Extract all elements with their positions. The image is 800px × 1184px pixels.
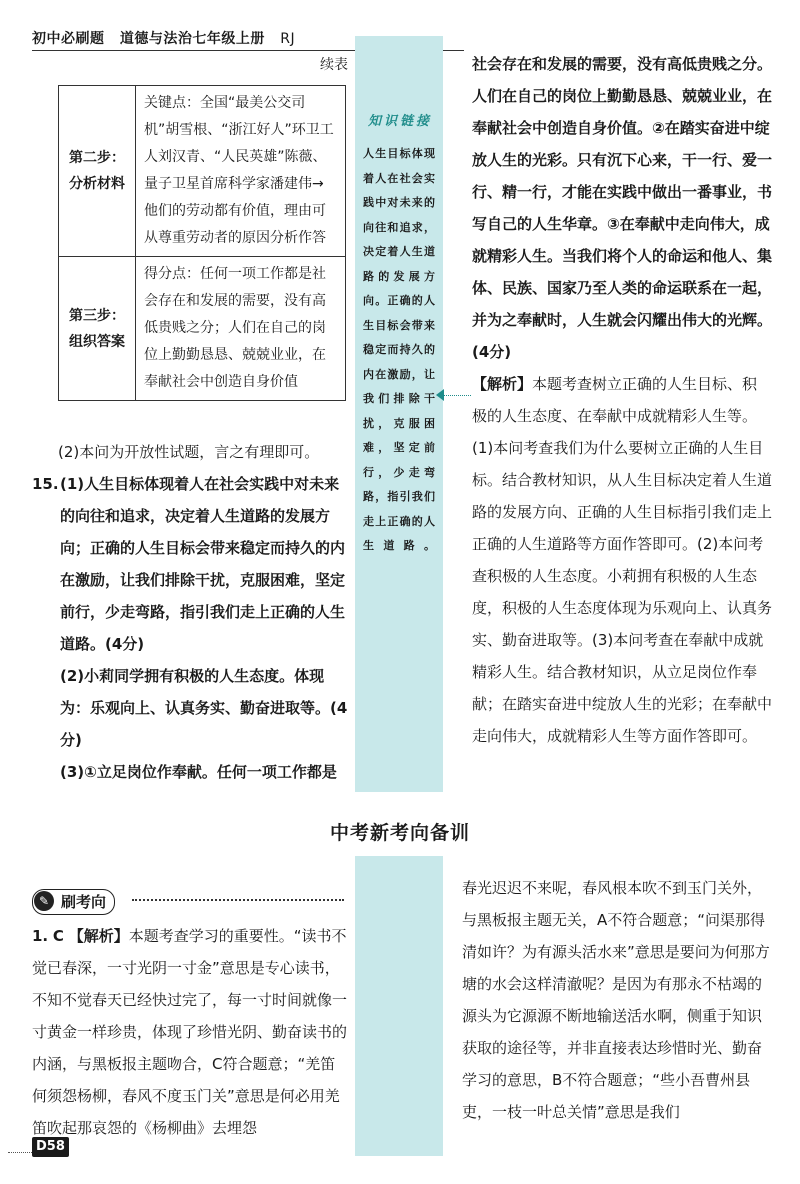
step-content: 关键点：全国“最美公交司机”胡雪根、“浙江好人”环卫工人刘汉青、“人民英雄”陈薇、量子卫星首席科学家潘建伟→他们的劳动都有价值，理由可从尊重劳动者的原因分析作答 — [136, 86, 346, 257]
dotted-divider — [132, 899, 344, 901]
brush-icon: ✎ — [34, 891, 54, 911]
answer-choice: C — [52, 927, 64, 945]
link-arrow-icon — [436, 389, 444, 401]
q15-answer-continued: 社会存在和发展的需要，没有高低贵贱之分。人们在自己的岗位上勤勤恳恳、兢兢业业，在奉献社会中创造自身价值。②在踏实奋进中绽放人生的光彩。只有沉下心来，干一行、爱一行、精一行，才能在实践中做出一番事业，书写自己的人生华章。③在奉献中走向伟大，成就精彩人生。当我们将个人的命运和他人、集体、民族、国家乃至人类的命运联系在一起，并为之奉献时，人生就会闪耀出伟大的光辉。(4分) — [472, 55, 773, 361]
series-name: 初中必刷题 — [32, 31, 105, 47]
question-number: 1. — [32, 927, 49, 945]
step-content: 得分点：任何一项工作都是社会存在和发展的需要，没有高低贵贱之分；人们在自己的岗位上勤勤恳恳、兢兢业业，在奉献社会中创造自身价值 — [136, 257, 346, 401]
step-label: 第二步： 分析材料 — [59, 86, 136, 257]
q1-left — [32, 920, 348, 1144]
sidebar-text: 人生目标体现着人在社会实践中对未来的向往和追求，决定着人生道路的发展方向。正确的人生目标会带来稳定而持久的内在激励，让我们排除干扰，克服困难，坚定前行，少走弯路，指引我们走上正确的人生道路。 — [363, 147, 435, 552]
analysis-text: 本题考查树立正确的人生目标、积极的人生态度、在奉献中成就精彩人生等。(1)本问考查我们为什么要树立正确的人生目标。结合教材知识，从人生目标决定着人生道路的发展方向、正确的人生目标指引我们走上正确的人生道路等方面作答即可。(2)本问考查积极的人生态度。小莉拥有积极的人生态度，积极的人生态度体现为乐观向上、认真务实、勤奋进取等。(3)本问考查在奉献中成就精彩人生。结合教材知识，从立足岗位作奉献；在踏实奋进中绽放人生的光彩；在奉献中走向伟大，成就精彩人生等方面作答即可。 — [472, 375, 773, 745]
question-number: 15. — [32, 475, 59, 493]
page-header — [32, 28, 305, 48]
page-number: D58 — [32, 1137, 69, 1157]
lower-sidebar-strip — [355, 856, 443, 1156]
analysis-label: 【解析】 — [68, 927, 129, 945]
q14-part2: (2)本问为开放性试题，言之有理即可。 — [58, 443, 320, 461]
edition-tag: RJ — [280, 31, 296, 47]
subject-name: 道德与法治七年级上册 — [119, 31, 265, 47]
table-caption: 续表 — [320, 57, 348, 73]
section-title: 中考新考向备训 — [329, 822, 470, 844]
q15-part1: (1)人生目标体现着人在社会实践中对未来的向往和追求，决定着人生道路的发展方向；正确的人生目标会带来稳定而持久的内在激励，让我们排除干扰，克服困难，坚定前行，少走弯路，指引我们走上正确的人生道路。(4分) — [60, 475, 346, 653]
step-label: 第三步： 组织答案 — [59, 257, 136, 401]
q15-part3: (3)①立足岗位作奉献。任何一项工作都是 — [60, 763, 337, 781]
table-row — [59, 257, 346, 401]
analysis-paragraph — [472, 368, 772, 752]
table-row — [59, 86, 346, 257]
q1-analysis-left: 本题考查学习的重要性。“读书不觉已春深，一寸光阴一寸金”意思是专心读书，不知不觉春天已经快过完了，每一寸时间就像一寸黄金一样珍贵，体现了珍惜光阴、勤奋读书的内涵，与黑板报主题吻合，C符合题意；“羌笛何须怨杨柳，春风不度玉门关”意思是何必用羌笛吹起那哀怨的《杨柳曲》去埋怨 — [32, 927, 348, 1137]
link-arrow-line — [441, 395, 471, 396]
sidebar-title: 知识链接 — [367, 114, 432, 129]
badge-label: 刷考向 — [61, 893, 107, 911]
footer-dots — [8, 1152, 32, 1153]
q1-right — [462, 872, 772, 1128]
analysis-label: 【解析】 — [472, 375, 533, 393]
q15-part2: (2)小莉同学拥有积极的人生态度。体现为：乐观向上、认真务实、勤奋进取等。(4分) — [60, 667, 348, 749]
q1-analysis-right: 春光迟迟不来呢，春风根本吹不到玉门关外，与黑板报主题无关，A不符合题意；“问渠那得清如许？为有源头活水来”意思是要问为何那方塘的水会这样清澈呢？是因为有那永不枯竭的源头为它源源不断地输送活水啊，侧重于知识获取的途径等，并非直接表达珍惜时光、勤奋学习的意思，B不符合题意；“些小吾曹州县吏，一枝一叶总关情”意思是我们 — [462, 879, 770, 1121]
right-column — [472, 48, 772, 752]
q15-block — [32, 468, 348, 788]
answer-steps-table — [58, 85, 346, 401]
